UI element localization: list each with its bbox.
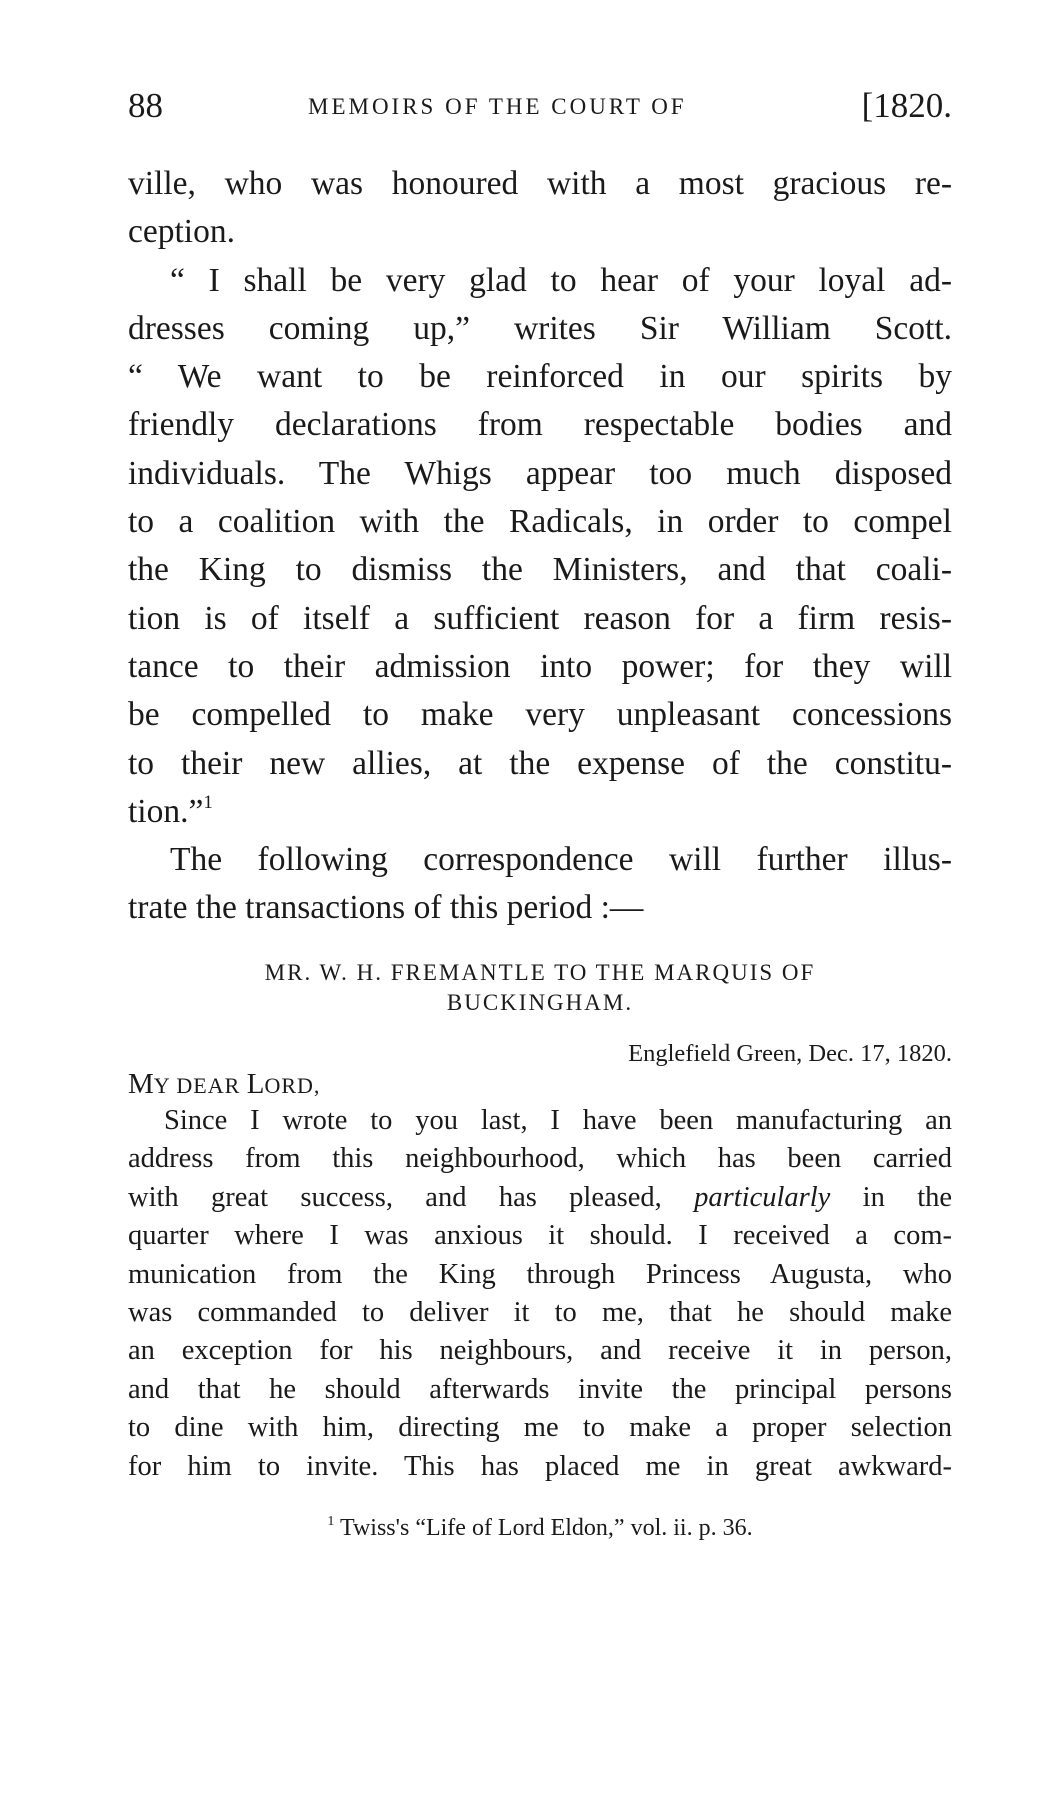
salutation-initial: L [246,1068,265,1100]
text-line: tion is of itself a sufficient reason for a firm resis- [128,599,952,637]
text-line: tance to their admission into power; for they will [128,647,952,685]
letter-line: was commanded to deliver it to me, that he should make [128,1297,952,1329]
page-number: 88 [128,86,163,125]
text-line: ville, who was honoured with a most gracious re- [128,165,952,202]
letter-dateline: Englefield Green, Dec. 17, 1820. [628,1040,952,1067]
text-line: the King to dismiss the Ministers, and that coali- [128,551,952,589]
footnote-marker: 1 [327,1514,335,1529]
italic-emphasis: particularly [694,1181,831,1213]
letter-heading-line: MR. W. H. FREMANTLE TO THE MARQUIS OF [264,960,816,985]
running-year: [1820. [861,86,952,125]
letter-line: Since I wrote to you last, I have been manufacturing an [164,1105,952,1136]
letter-heading-line: BUCKINGHAM. [446,990,634,1015]
letter-line: quarter where I was anxious it should. I received a com- [128,1220,952,1252]
main-text [128,160,952,933]
letter-heading [128,958,952,1018]
text-line: individuals. The Whigs appear too much disposed [128,454,952,492]
letter-line-part: in the [862,1181,953,1213]
text-line: trate the transactions of this period :— [128,889,644,927]
salutation-smallcaps: Y DEAR [153,1073,247,1098]
letter-line [128,1179,952,1217]
text-line: “ We want to be reinforced in our spirits by [128,358,952,396]
footnote-text: Twiss's “Life of Lord Eldon,” vol. ii. p. 36. [339,1515,753,1541]
letter-line: an exception for his neighbours, and receive it in person, [128,1335,952,1367]
text-line: ception. [128,213,235,251]
text-line: The following correspondence will further illus- [170,841,952,879]
text-line: be compelled to make very unpleasant concessions [128,696,952,734]
letter-line: munication from the King through Princess Augusta, who [128,1258,952,1290]
letter-line: and that he should afterwards invite the principal persons [128,1373,952,1405]
text-line: “ I shall be very glad to hear of your loyal ad- [170,261,952,299]
letter-line: for him to invite. This has placed me in great awkward- [128,1450,952,1482]
running-head [128,86,952,136]
letter-salutation [128,1068,320,1101]
text-line: friendly declarations from respectable bodies and [128,406,952,444]
letter-line: address from this neighbourhood, which has been carried [128,1143,952,1175]
salutation-smallcaps: ORD, [264,1073,321,1098]
text-line: to a coalition with the Radicals, in order to compel [128,503,952,541]
footnote-reference: 1 [203,791,213,813]
text-line: dresses coming up,” writes Sir William Scott. [128,309,952,347]
letter-body [128,1102,952,1486]
footnote [128,1515,952,1542]
salutation-initial: M [128,1068,154,1100]
letter-line: to dine with him, directing me to make a proper selection [128,1412,952,1444]
text-line: to their new allies, at the expense of the constitu- [128,744,952,782]
letter-line-part: with great success, and has pleased, [128,1181,662,1213]
text-line [128,788,952,836]
text-line-content: tion.” [128,792,204,830]
running-title: MEMOIRS OF THE COURT OF [308,94,687,119]
